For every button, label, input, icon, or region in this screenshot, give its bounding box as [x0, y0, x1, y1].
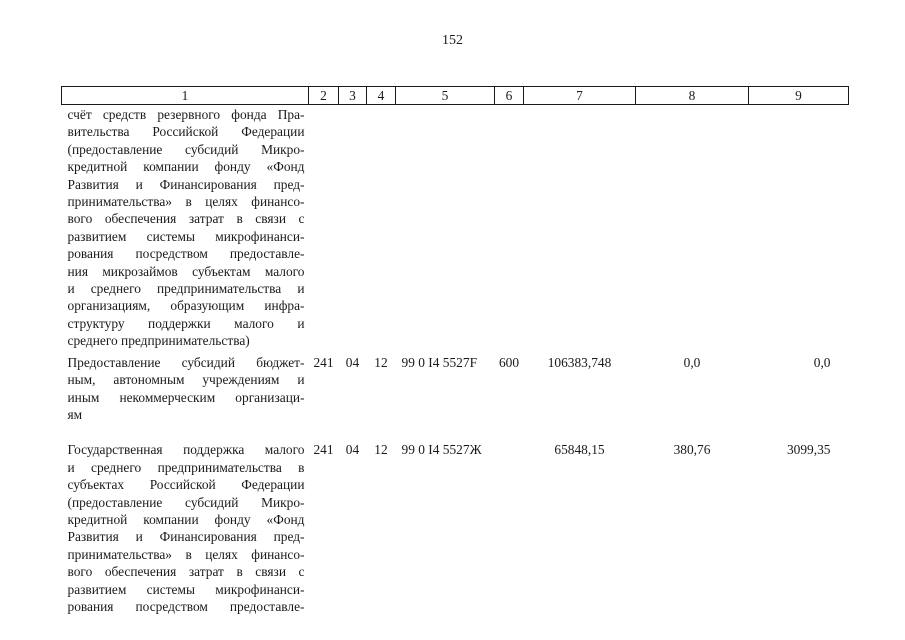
description-line: структуру поддержки малого и	[67, 315, 305, 331]
description-line: Государственная поддержка малого	[67, 442, 305, 458]
description-line: среднего предпринимательства)	[67, 333, 250, 349]
column-header-3: 3	[339, 87, 367, 105]
cell-section: 04	[345, 442, 360, 458]
description-line: развитием системы микрофинанси-	[67, 581, 305, 597]
description-line: (предоставление субсидий Микро-	[67, 494, 305, 510]
cell-expense-type	[495, 423, 524, 615]
description-line: и среднего предпринимательства и	[67, 281, 305, 297]
description-line: и среднего предпринимательства в	[67, 459, 305, 475]
table-row	[62, 350, 849, 424]
cell-subsection: 12	[374, 354, 388, 370]
column-header-7: 7	[524, 87, 636, 105]
column-header-8: 8	[636, 87, 749, 105]
description-line: иным некоммерческим организаци-	[67, 389, 305, 405]
cell-admin-code: 241	[313, 354, 334, 370]
row-description	[62, 350, 309, 424]
description-line: счёт средств резервного фонда Пра-	[67, 107, 305, 122]
column-header-2: 2	[309, 87, 339, 105]
description-line: субъектах Российской Федерации	[67, 477, 305, 493]
cell-target-article	[396, 105, 495, 350]
cell-expense-type	[495, 105, 524, 350]
row-description	[62, 423, 309, 615]
cell-section: 04	[345, 354, 360, 370]
description-line: Развития и Финансирования пред-	[67, 529, 305, 545]
description-line: кредитной компании фонду «Фонд	[67, 159, 305, 175]
description-line: кредитной компании фонду «Фонд	[67, 511, 305, 527]
table-row	[62, 105, 849, 350]
cell-amount-8: 0,0	[683, 354, 701, 370]
description-line: организациям, образующим инфра-	[67, 298, 305, 314]
column-header-1: 1	[62, 87, 309, 105]
column-header-9: 9	[749, 87, 849, 105]
row-description	[62, 105, 309, 350]
cell-section	[339, 105, 367, 350]
cell-subsection: 12	[374, 442, 388, 458]
cell-amount-8	[636, 105, 749, 350]
cell-target-article: 99 0 I4 5527F	[401, 354, 478, 370]
page-number: 152	[442, 33, 463, 48]
cell-amount-7	[524, 105, 636, 350]
cell-amount-9: 3099,35	[786, 442, 831, 458]
description-line: ным, автономным учреждениям и	[67, 372, 305, 388]
cell-amount-9	[749, 105, 849, 350]
description-line: ям	[67, 406, 83, 422]
description-line: вого обеспечения затрат в связи с	[67, 211, 305, 227]
description-line: рования посредством предоставле-	[67, 598, 305, 614]
cell-admin-code	[309, 105, 339, 350]
description-line: принимательства» в целях финансо-	[67, 194, 305, 210]
description-line: вого обеспечения затрат в связи с	[67, 564, 305, 580]
description-line: ния микрозаймов субъектам малого	[67, 263, 305, 279]
column-header-6: 6	[495, 87, 524, 105]
description-line: рования посредством предоставле-	[67, 246, 305, 262]
description-line: (предоставление субсидий Микро-	[67, 141, 305, 157]
cell-amount-7: 106383,748	[547, 354, 612, 370]
cell-amount-8: 380,76	[673, 442, 711, 458]
cell-target-article: 99 0 I4 5527Ж	[401, 442, 482, 458]
cell-admin-code: 241	[313, 442, 334, 458]
description-line: Развития и Финансирования пред-	[67, 176, 305, 192]
description-line: Предоставление субсидий бюджет-	[67, 354, 305, 370]
description-line: принимательства» в целях финансо-	[67, 546, 305, 562]
cell-subsection	[367, 105, 396, 350]
table-row	[62, 423, 849, 615]
column-header-4: 4	[367, 87, 396, 105]
budget-table	[61, 86, 849, 615]
header-row	[62, 87, 849, 105]
cell-amount-7: 65848,15	[554, 442, 605, 458]
description-line: развитием системы микрофинанси-	[67, 228, 305, 244]
column-header-5: 5	[396, 87, 495, 105]
description-line: вительства Российской Федерации	[67, 124, 305, 140]
cell-amount-9: 0,0	[813, 354, 831, 370]
cell-expense-type: 600	[498, 354, 520, 370]
